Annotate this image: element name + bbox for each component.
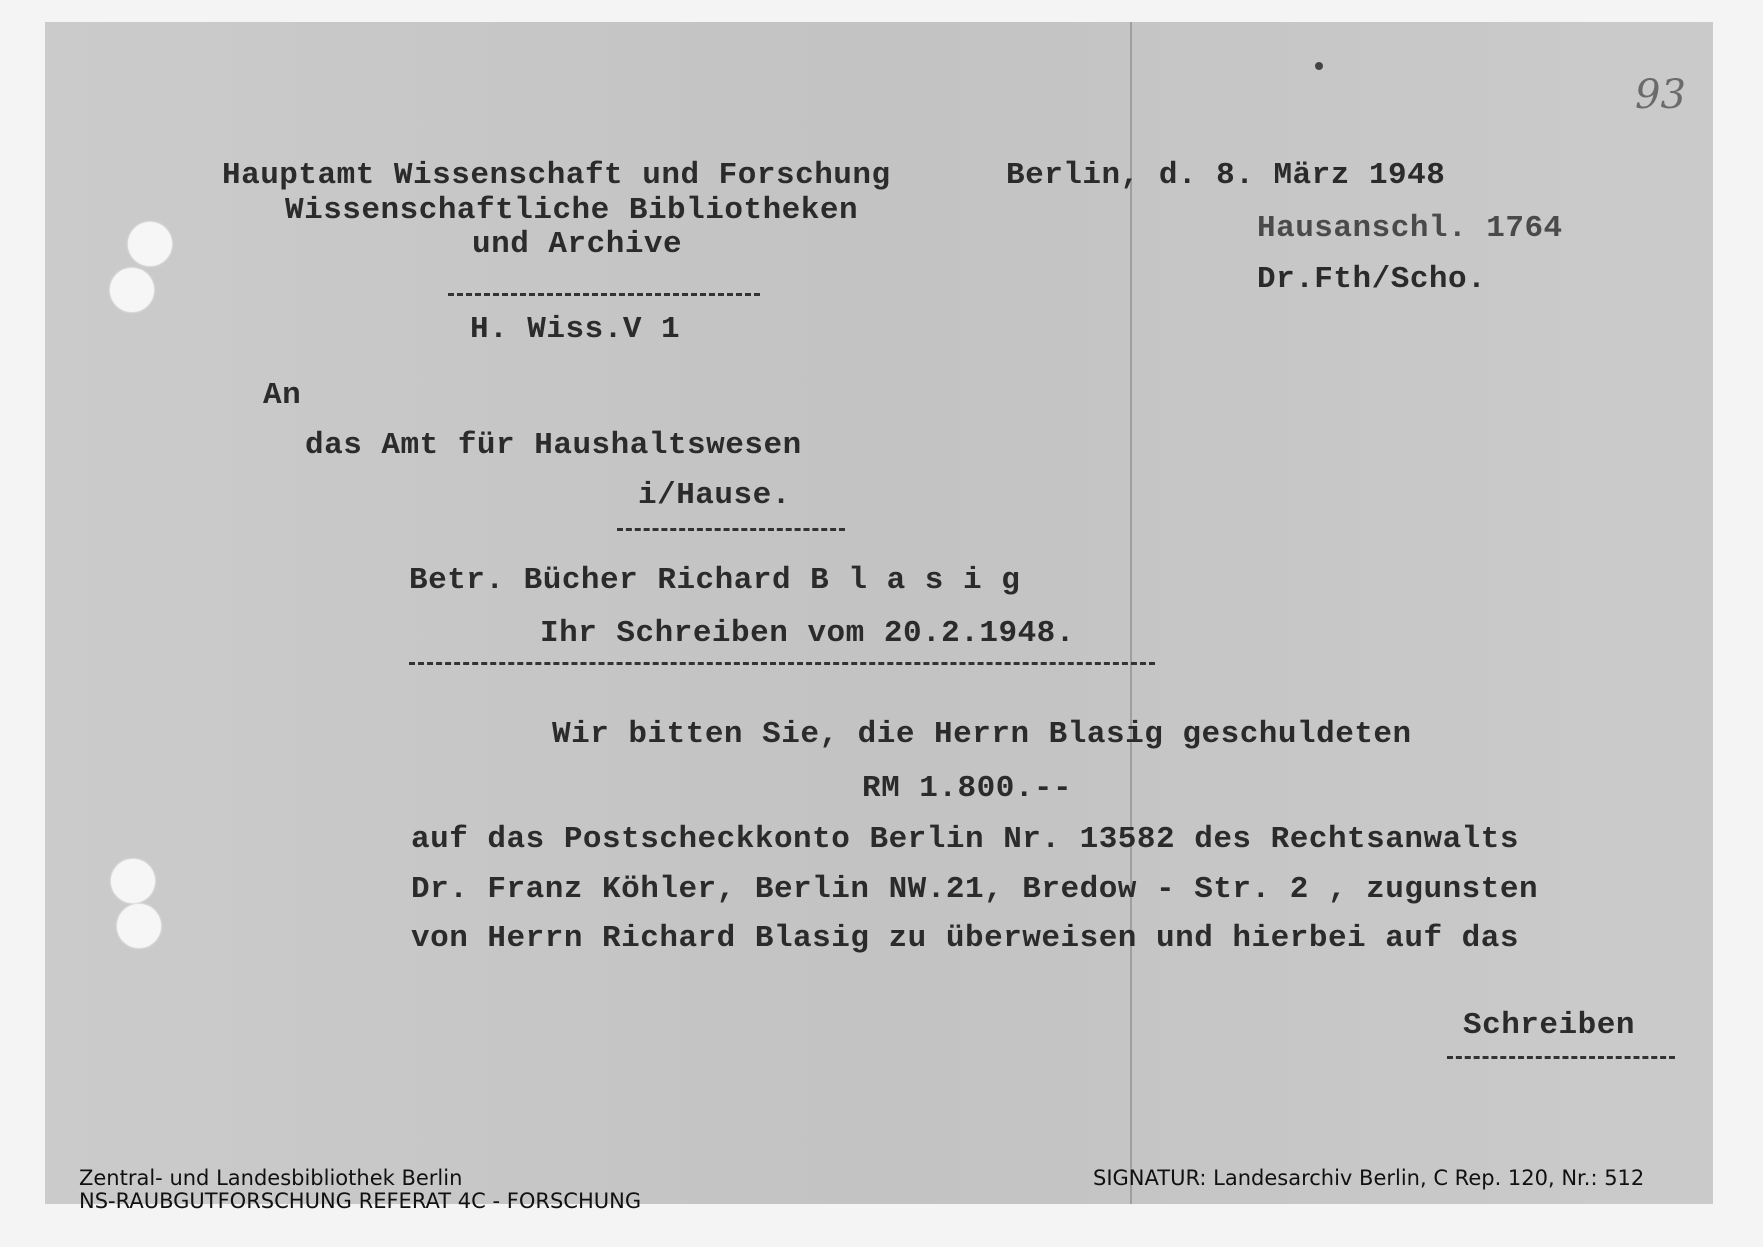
subject-line-1: Betr. Bücher Richard B l a s i g bbox=[409, 563, 1021, 598]
ink-spot bbox=[1315, 62, 1323, 70]
dateline: Berlin, d. 8. März 1948 bbox=[1006, 158, 1446, 193]
subject-rule bbox=[409, 662, 1155, 665]
catchword-rule bbox=[1447, 1056, 1675, 1059]
body-line-4: von Herrn Richard Blasig zu überweisen und hierbei auf das bbox=[411, 921, 1519, 956]
addressee-line-2: i/Hause. bbox=[638, 478, 791, 513]
fold-line bbox=[1130, 22, 1132, 1204]
body-line-2: auf das Postscheckkonto Berlin Nr. 13582 des Rechtsanwalts bbox=[411, 822, 1519, 857]
addressee-rule bbox=[617, 528, 845, 531]
body-line-3: Dr. Franz Köhler, Berlin NW.21, Bredow - Str. 2 , zugunsten bbox=[411, 872, 1539, 907]
sender-initials: Dr.Fth/Scho. bbox=[1257, 262, 1487, 297]
phone-extension: Hausanschl. 1764 bbox=[1257, 211, 1563, 246]
catchword: Schreiben bbox=[1463, 1008, 1635, 1043]
letterhead-line-3: und Archive bbox=[472, 227, 683, 262]
addressee-line-1: das Amt für Haushaltswesen bbox=[305, 428, 802, 463]
page-number: 93 bbox=[1635, 72, 1686, 118]
punch-hole bbox=[110, 268, 154, 312]
letterhead-line-2: Wissenschaftliche Bibliotheken bbox=[285, 193, 859, 228]
letterhead-rule bbox=[448, 293, 760, 296]
punch-hole bbox=[128, 222, 172, 266]
punch-hole bbox=[111, 859, 155, 903]
reference-code: H. Wiss.V 1 bbox=[470, 312, 681, 347]
footer-department: NS-RAUBGUTFORSCHUNG REFERAT 4C - FORSCHUNG bbox=[79, 1189, 642, 1213]
subject-line-2: Ihr Schreiben vom 20.2.1948. bbox=[540, 616, 1075, 651]
letterhead-line-1: Hauptamt Wissenschaft und Forschung bbox=[222, 158, 891, 193]
body-amount: RM 1.800.-- bbox=[862, 771, 1073, 806]
body-line-1: Wir bitten Sie, die Herrn Blasig geschuldeten bbox=[552, 717, 1412, 752]
punch-hole bbox=[117, 904, 161, 948]
footer-signature: SIGNATUR: Landesarchiv Berlin, C Rep. 120, Nr.: 512 bbox=[1093, 1166, 1645, 1190]
salutation: An bbox=[263, 378, 302, 413]
footer-library: Zentral- und Landesbibliothek Berlin bbox=[79, 1166, 463, 1190]
